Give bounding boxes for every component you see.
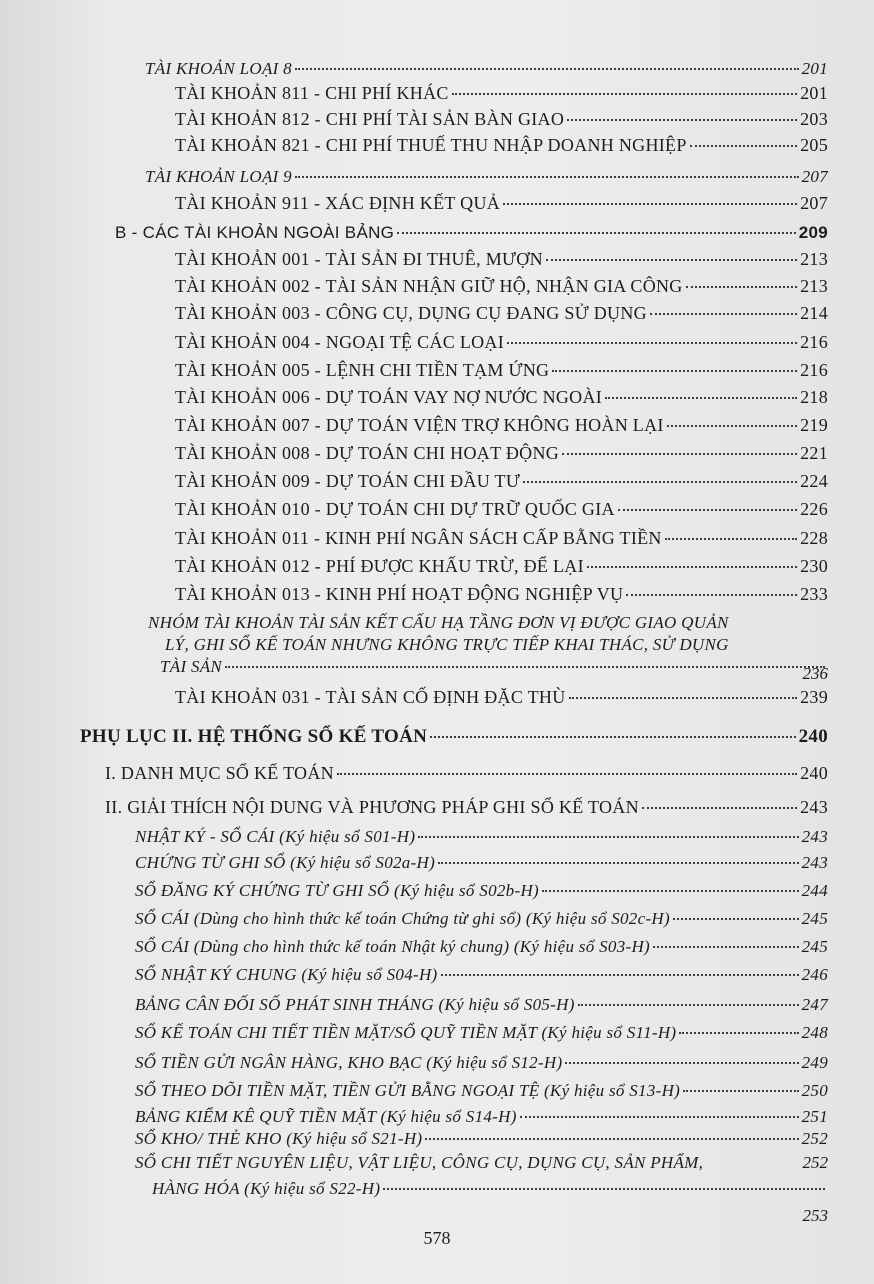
toc-entry xyxy=(175,414,828,436)
group-heading-line1: NHÓM TÀI KHOẢN TÀI SẢN KẾT CẤU HẠ TẦNG ĐƠN VỊ ĐƯỢC GIAO QUẢN xyxy=(148,613,729,632)
toc-entry-title: BẢNG CÂN ĐỐI SỐ PHÁT SINH THÁNG (Ký hiệu sổ S05-H) xyxy=(135,995,575,1014)
toc-entry-page: 245 xyxy=(801,909,828,928)
leader-dots xyxy=(520,1116,799,1118)
last-entry-page: 253 xyxy=(802,1206,828,1225)
toc-entry-page: 218 xyxy=(800,387,828,407)
toc-entry-page: 252 xyxy=(801,1129,828,1148)
toc-entry-page: 207 xyxy=(801,167,828,186)
toc-entry-page: 219 xyxy=(800,415,828,435)
toc-entry xyxy=(175,686,828,708)
toc-entry-title: SỔ NHẬT KÝ CHUNG (Ký hiệu sổ S04-H) xyxy=(135,965,438,984)
toc-entry xyxy=(80,726,828,748)
toc-entry xyxy=(175,359,828,381)
leader-dots xyxy=(653,946,799,948)
toc-entry xyxy=(175,442,828,464)
toc-entry-page: 213 xyxy=(800,276,828,296)
toc-entry-title: TÀI KHOẢN LOẠI 8 xyxy=(145,59,292,78)
toc-entry xyxy=(175,498,828,520)
group-heading-line3: TÀI SẢN xyxy=(160,657,223,676)
toc-entry xyxy=(175,583,828,605)
toc-entry xyxy=(135,994,828,1016)
toc-entry-page: 230 xyxy=(800,556,828,576)
toc-entry xyxy=(135,1106,828,1128)
toc-entry xyxy=(175,555,828,577)
toc-entry-page: 201 xyxy=(801,59,828,78)
toc-entry xyxy=(135,964,828,986)
leader-dots xyxy=(552,370,797,372)
toc-entry-title: SỔ KHO/ THẺ KHO (Ký hiệu sổ S21-H) xyxy=(135,1129,423,1148)
toc-entry xyxy=(105,796,828,818)
toc-entry-page: 209 xyxy=(798,223,828,242)
leader-dots xyxy=(507,342,797,344)
toc-entry-page: 216 xyxy=(800,332,828,352)
toc-entry-page: 205 xyxy=(800,135,828,155)
leader-dots xyxy=(225,666,825,668)
toc-entry-page: 247 xyxy=(801,995,828,1014)
leader-dots xyxy=(295,176,799,178)
toc-entry xyxy=(175,302,828,324)
toc-entry-page: 216 xyxy=(800,360,828,380)
toc-entry xyxy=(175,331,828,353)
toc-entry xyxy=(175,275,828,297)
toc-entry-title: BẢNG KIỂM KÊ QUỸ TIỀN MẶT (Ký hiệu sổ S14-H) xyxy=(135,1107,517,1126)
leader-dots xyxy=(683,1090,798,1092)
toc-entry-title: B - CÁC TÀI KHOẢN NGOÀI BẢNG xyxy=(115,223,395,242)
toc-entry xyxy=(135,852,828,874)
leader-dots xyxy=(542,890,799,892)
toc-entry xyxy=(135,1022,828,1044)
toc-entry-title: TÀI KHOẢN LOẠI 9 xyxy=(145,167,292,186)
toc-entry-page: 243 xyxy=(801,827,828,846)
toc-entry-title: TÀI KHOẢN 005 - LỆNH CHI TIỀN TẠM ỨNG xyxy=(175,360,550,380)
toc-entry xyxy=(175,192,828,214)
toc-entry-page: 224 xyxy=(800,471,828,491)
toc-entry-title: SỔ CÁI (Dùng cho hình thức kế toán Nhật ký chung) (Ký hiệu sổ S03-H) xyxy=(135,937,651,956)
leader-dots xyxy=(626,594,797,596)
leader-dots xyxy=(430,736,795,738)
last-entry-line1-wrap xyxy=(135,1152,828,1174)
toc-entry-page: 246 xyxy=(801,965,828,984)
toc-entry-page: 243 xyxy=(800,797,828,817)
toc-entry-title: TÀI KHOẢN 003 - CÔNG CỤ, DỤNG CỤ ĐANG SỬ DỤNG xyxy=(175,303,647,323)
toc-entry xyxy=(105,762,828,784)
toc-entry xyxy=(135,826,828,848)
leader-dots xyxy=(587,566,797,568)
toc-entry-page: 240 xyxy=(800,763,828,783)
group-heading-row xyxy=(160,656,828,678)
leader-dots xyxy=(642,807,797,809)
toc-entry-title: TÀI KHOẢN 013 - KINH PHÍ HOẠT ĐỘNG NGHIỆP VỤ xyxy=(175,584,624,604)
last-entry-line1: SỔ CHI TIẾT NGUYÊN LIỆU, VẬT LIỆU, CÔNG CỤ, DỤNG CỤ, SẢN PHẨM, xyxy=(135,1153,704,1172)
leader-dots xyxy=(578,1004,799,1006)
toc-entry-page: 239 xyxy=(800,687,828,707)
leader-dots xyxy=(425,1138,798,1140)
leader-dots xyxy=(295,68,799,70)
toc-entry-page: 221 xyxy=(800,443,828,463)
leader-dots xyxy=(546,259,797,261)
toc-entry xyxy=(175,134,828,156)
toc-entry xyxy=(135,908,828,930)
toc-entry-title: SỔ TIỀN GỬI NGÂN HÀNG, KHO BẠC (Ký hiệu sổ S12-H) xyxy=(135,1053,563,1072)
toc-entry-page: 248 xyxy=(801,1023,828,1042)
toc-entry xyxy=(135,936,828,958)
leader-dots xyxy=(673,918,799,920)
toc-entry-page: 244 xyxy=(801,881,828,900)
leader-dots xyxy=(690,145,797,147)
last-entry-row xyxy=(152,1178,828,1200)
toc-entry-title: NHẬT KÝ - SỔ CÁI (Ký hiệu sổ S01-H) xyxy=(135,827,416,846)
toc-entry-title: TÀI KHOẢN 012 - PHÍ ĐƯỢC KHẤU TRỪ, ĐỂ LẠI xyxy=(175,556,584,576)
leader-dots xyxy=(337,773,797,775)
toc-entry-page: 214 xyxy=(800,303,828,323)
toc-entry-title: TÀI KHOẢN 006 - DỰ TOÁN VAY NỢ NƯỚC NGOÀI xyxy=(175,387,603,407)
toc-entry xyxy=(135,1128,828,1150)
toc-entry-title: TÀI KHOẢN 004 - NGOẠI TỆ CÁC LOẠI xyxy=(175,332,505,352)
toc-entry-page: 233 xyxy=(800,584,828,604)
leader-dots xyxy=(667,425,797,427)
leader-dots xyxy=(562,453,797,455)
toc-entry-page: 249 xyxy=(801,1053,828,1072)
toc-entry-title: SỔ THEO DÕI TIỀN MẶT, TIỀN GỬI BẰNG NGOẠI TỆ (Ký hiệu sổ S13-H) xyxy=(135,1081,681,1100)
toc-entry xyxy=(175,108,828,130)
leader-dots xyxy=(523,481,797,483)
toc-entry-page: 250 xyxy=(801,1081,828,1100)
toc-entry xyxy=(175,82,828,104)
toc-entry-title: TÀI KHOẢN 821 - CHI PHÍ THUẾ THU NHẬP DOANH NGHIỆP xyxy=(175,135,687,155)
toc-entry-title: TÀI KHOẢN 811 - CHI PHÍ KHÁC xyxy=(175,83,449,103)
toc-entry-title: II. GIẢI THÍCH NỘI DUNG VÀ PHƯƠNG PHÁP GHI SỔ KẾ TOÁN xyxy=(105,797,639,817)
page-number: 578 xyxy=(423,1228,451,1248)
toc-entry xyxy=(175,527,828,549)
group-heading-page: 236 xyxy=(802,664,828,683)
toc-entry-title: TÀI KHOẢN 007 - DỰ TOÁN VIỆN TRỢ KHÔNG HOÀN LẠI xyxy=(175,415,664,435)
last-entry-line2: HÀNG HÓA (Ký hiệu sổ S22-H) xyxy=(152,1179,381,1198)
toc-entry-page: 228 xyxy=(800,528,828,548)
toc-entry-page: 243 xyxy=(801,853,828,872)
toc-entry-title: SỔ CÁI (Dùng cho hình thức kế toán Chứng từ ghi sổ) (Ký hiệu sổ S02c-H) xyxy=(135,909,670,928)
leader-dots xyxy=(397,232,796,234)
toc-entry-page: 203 xyxy=(800,109,828,129)
toc-entry-page: 251 xyxy=(801,1107,828,1126)
toc-entry-title: TÀI KHOẢN 002 - TÀI SẢN NHẬN GIỮ HỘ, NHẬN GIA CÔNG xyxy=(175,276,683,296)
leader-dots xyxy=(605,397,797,399)
group-heading-line2: LÝ, GHI SỔ KẾ TOÁN NHƯNG KHÔNG TRỰC TIẾP KHAI THÁC, SỬ DỤNG xyxy=(165,635,729,654)
toc-entry-title: TÀI KHOẢN 010 - DỰ TOÁN CHI DỰ TRỮ QUỐC GIA xyxy=(175,499,615,519)
leader-dots xyxy=(418,836,798,838)
leader-dots xyxy=(452,93,797,95)
toc-entry-page: 245 xyxy=(801,937,828,956)
leader-dots xyxy=(569,697,798,699)
leader-dots xyxy=(383,1188,825,1190)
toc-entry-title: TÀI KHOẢN 001 - TÀI SẢN ĐI THUÊ, MƯỢN xyxy=(175,249,543,269)
toc-entry xyxy=(145,58,828,80)
toc-entry-title: PHỤ LỤC II. HỆ THỐNG SỔ KẾ TOÁN xyxy=(80,726,428,747)
leader-dots xyxy=(618,509,797,511)
toc-entry-page: 240 xyxy=(798,726,828,747)
toc-entry-title: SỔ ĐĂNG KÝ CHỨNG TỪ GHI SỔ (Ký hiệu sổ S02b-H) xyxy=(135,881,539,900)
toc-entry xyxy=(175,386,828,408)
leader-dots xyxy=(565,1062,798,1064)
toc-entry-page: 213 xyxy=(800,249,828,269)
toc-entry xyxy=(135,880,828,902)
leader-dots xyxy=(686,286,797,288)
leader-dots xyxy=(438,862,799,864)
toc-entry-page: 226 xyxy=(800,499,828,519)
leader-dots xyxy=(665,538,797,540)
toc-entry xyxy=(175,248,828,270)
toc-entry-title: TÀI KHOẢN 031 - TÀI SẢN CỐ ĐỊNH ĐẶC THÙ xyxy=(175,687,566,707)
toc-entry-title: TÀI KHOẢN 008 - DỰ TOÁN CHI HOẠT ĐỘNG xyxy=(175,443,560,463)
leader-dots xyxy=(650,313,797,315)
toc-entry-title: TÀI KHOẢN 011 - KINH PHÍ NGÂN SÁCH CẤP BẰNG TIỀN xyxy=(175,528,662,548)
leader-dots xyxy=(567,119,797,121)
toc-entry-title: I. DANH MỤC SỔ KẾ TOÁN xyxy=(105,763,334,783)
leader-dots xyxy=(503,203,797,205)
toc-entry-title: TÀI KHOẢN 812 - CHI PHÍ TÀI SẢN BÀN GIAO xyxy=(175,109,565,129)
toc-entry-title: TÀI KHOẢN 009 - DỰ TOÁN CHI ĐẦU TƯ xyxy=(175,471,521,491)
toc-entry xyxy=(135,1080,828,1102)
toc-entry xyxy=(175,470,828,492)
leader-dots xyxy=(679,1032,798,1034)
leader-dots xyxy=(441,974,799,976)
toc-entry xyxy=(135,1052,828,1074)
toc-entry-page: 207 xyxy=(800,193,828,213)
toc-entry-title: SỔ KẾ TOÁN CHI TIẾT TIỀN MẶT/SỔ QUỸ TIỀN MẶT (Ký hiệu sổ S11-H) xyxy=(135,1023,677,1042)
toc-entry-title: TÀI KHOẢN 911 - XÁC ĐỊNH KẾT QUẢ xyxy=(175,193,501,213)
toc-entry-title: CHỨNG TỪ GHI SỔ (Ký hiệu sổ S02a-H) xyxy=(135,853,436,872)
toc-entry xyxy=(145,166,828,188)
last-entry-page-above: 252 xyxy=(802,1153,828,1172)
toc-entry xyxy=(115,222,828,244)
toc-entry-page: 201 xyxy=(800,83,828,103)
